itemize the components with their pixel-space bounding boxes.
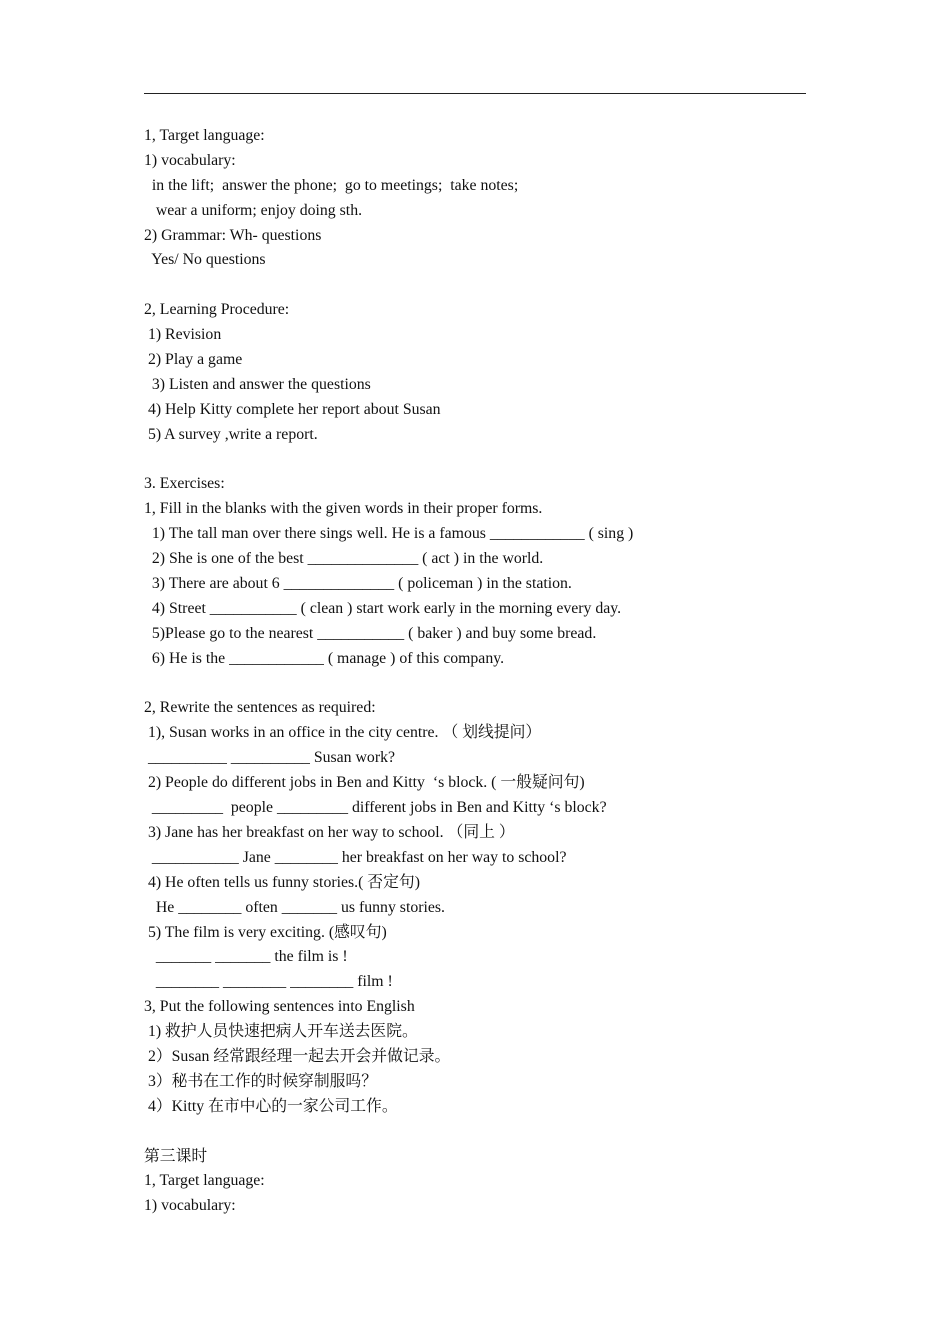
text-line: 1) 救护人员快速把病人开车送去医院。 bbox=[144, 1023, 418, 1041]
text-line: 2) Play a game bbox=[144, 351, 243, 369]
header-rule bbox=[144, 93, 806, 94]
text-line: __________ __________ Susan work? bbox=[144, 749, 395, 767]
text-line: 1), Susan works in an office in the city centre. （ 划线提问） bbox=[144, 724, 542, 742]
text-line: in the lift; answer the phone; go to meetings; take notes; bbox=[144, 176, 519, 194]
text-line: 1, Target language: bbox=[144, 127, 265, 144]
text-line: He ________ often _______ us funny stories. bbox=[144, 898, 445, 916]
text-line: 2) People do different jobs in Ben and Kitty ‘s block. ( 一般疑问句) bbox=[144, 774, 585, 792]
text-line: _______ _______ the film is ! bbox=[144, 948, 348, 966]
text-line: 5) The film is very exciting. (感叹句) bbox=[144, 923, 387, 941]
text-line: 2) She is one of the best ______________ ( act ) in the world. bbox=[144, 550, 544, 568]
text-line: 4) Help Kitty complete her report about Susan bbox=[144, 400, 441, 418]
text-line: ___________ Jane ________ her breakfast on her way to school? bbox=[144, 848, 567, 866]
text-line: 1, Target language: bbox=[144, 1172, 265, 1190]
text-line: 2）Susan 经常跟经理一起去开会并做记录。 bbox=[144, 1047, 451, 1065]
text-line: 5)Please go to the nearest ___________ ( baker ) and buy some bread. bbox=[144, 624, 597, 642]
text-line: 2) Grammar: Wh- questions bbox=[144, 226, 322, 244]
text-line: 6) He is the ____________ ( manage ) of this company. bbox=[144, 649, 505, 667]
blank-line bbox=[144, 1120, 824, 1145]
text-line: 5) A survey ,write a report. bbox=[144, 425, 318, 443]
document-body bbox=[144, 124, 824, 1219]
text-line: 1) vocabulary: bbox=[144, 1197, 236, 1215]
text-line: 1) vocabulary: bbox=[144, 151, 236, 169]
text-line: 1) The tall man over there sings well. He is a famous ____________ ( sing ) bbox=[144, 525, 634, 543]
text-line: _________ people _________ different jobs in Ben and Kitty ‘s block? bbox=[144, 799, 607, 817]
text-line: Yes/ No questions bbox=[144, 251, 266, 269]
text-line: 2, Learning Procedure: bbox=[144, 301, 290, 319]
blank-line bbox=[144, 448, 824, 473]
text-line: wear a uniform; enjoy doing sth. bbox=[144, 201, 363, 219]
text-line: 4）Kitty 在市中心的一家公司工作。 bbox=[144, 1097, 398, 1115]
text-line: 第三课时 bbox=[144, 1147, 208, 1165]
text-line: 1, Fill in the blanks with the given words in their proper forms. bbox=[144, 500, 543, 518]
text-line: 2, Rewrite the sentences as required: bbox=[144, 699, 376, 717]
text-line: ________ ________ ________ film ! bbox=[144, 973, 393, 991]
text-line: 4) He often tells us funny stories.( 否定句) bbox=[144, 873, 420, 891]
text-line: 3) There are about 6 ______________ ( policeman ) in the station. bbox=[144, 575, 572, 593]
text-line: 4) Street ___________ ( clean ) start work early in the morning every day. bbox=[144, 599, 622, 617]
text-line: 3) Listen and answer the questions bbox=[144, 375, 371, 393]
text-line: 3) Jane has her breakfast on her way to school. （同上 ） bbox=[144, 823, 515, 841]
text-line: 3）秘书在工作的时候穿制服吗？ bbox=[144, 1072, 378, 1090]
blank-line bbox=[144, 273, 824, 298]
text-line: 3. Exercises: bbox=[144, 475, 225, 493]
text-line: 3, Put the following sentences into English bbox=[144, 998, 415, 1016]
text-line: 1) Revision bbox=[144, 326, 222, 344]
blank-line bbox=[144, 672, 824, 697]
